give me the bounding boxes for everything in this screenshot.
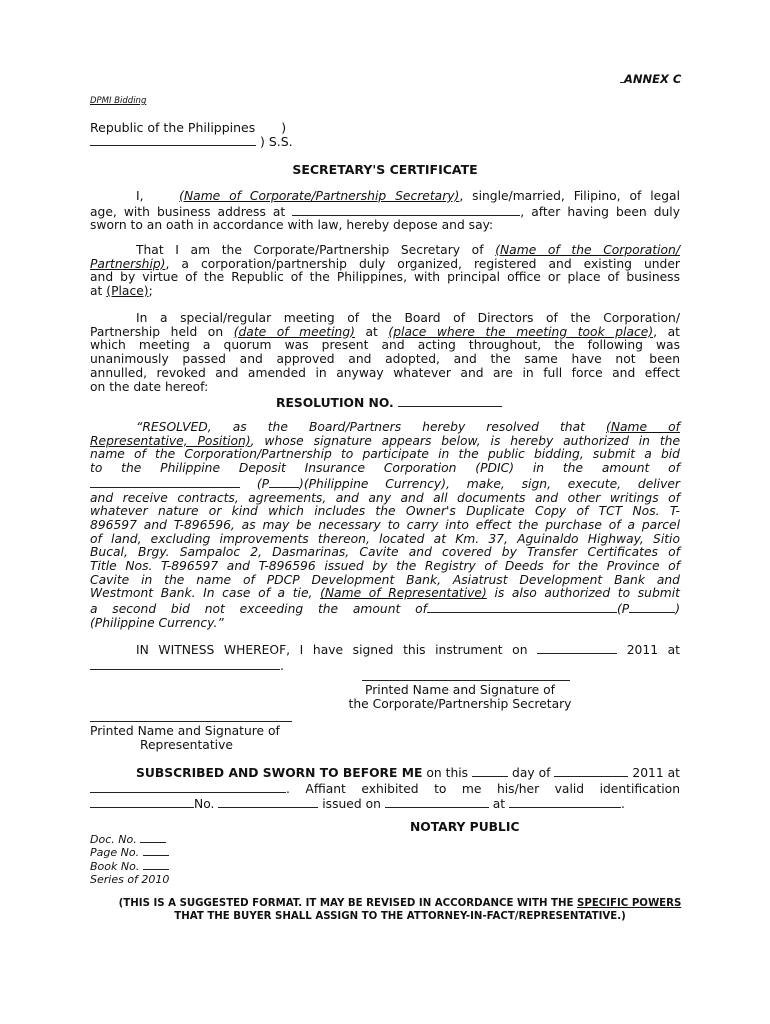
paragraph-witness: IN WITNESS WHEREOF, I have signed this instrument on 2011 at . <box>90 642 680 673</box>
paragraph-affiant: I, (Name of Corporate/Partnership Secretary), single/married, Filipino, of legal age, with business address at , after having been duly sworn to an oath in accordance with law, hereby depose and say: <box>90 189 680 233</box>
resolution-number: RESOLUTION NO. <box>276 395 502 410</box>
annex-label: ANNEX C <box>620 72 681 86</box>
paragraph-meeting: In a special/regular meeting of the Board of Directors of the Corporation/ Partnership held on (date of meeting) at (place where the meeting took place), at which meeting a quorum was present and acting throughout, the following was unanimously passed and approved and adopted, and the same have not been annulled, revoked and amended in anyway whatever and are in full force and effect on the date hereof: <box>90 311 680 394</box>
footer-note: (THIS IS A SUGGESTED FORMAT. IT MAY BE REVISED IN ACCORDANCE WITH THE SPECIFIC POWERS THAT THE BUYER SHALL ASSIGN TO THE ATTORNEY-IN-FACT/REPRESENTATIVE.) <box>118 898 682 922</box>
certificate-title: SECRETARY'S CERTIFICATE <box>292 162 478 177</box>
venue-republic: Republic of the Philippines ) <box>90 120 287 135</box>
venue-ss: ) S.S. <box>90 134 293 149</box>
notary-public-label: NOTARY PUBLIC <box>410 820 520 834</box>
paragraph-secretary: That I am the Corporate/Partnership Secretary of (Name of the Corporation/ Partnership), a corporation/partnership duly organized, registered and existing under and by virtue of the Republic of the Philippines, with principal office or place of business at (Place); <box>90 243 680 299</box>
paragraph-resolution: “RESOLVED, as the Board/Partners hereby resolved that (Name of Representative, Position), whose signature appears below, is hereby authorized in the name of the Corporation/Partnership to participate in the public bidding, submit a bid to the Philippine Deposit Insurance Corporation (PDIC) in the amount of (P )(Philippine Currency), make, sign, execute, deliver and receive contracts, agreements, and any and all documents and other writings of whatever nature or kind which includes the Owner's Duplicate Copy of TCT Nos. T- 896597 and T-896596, as may be necessary to carry into effect the purchase of a parcel of land, excluding improvements thereon, located at Km. 37, Aguinaldo Highway, Sitio Bucal, Brgy. Sampaloc 2, Dasmarinas, Cavite and covered by Transfer Certificates of Title Nos. T-896597 and T-896596 issued by the Registry of Deeds for the Province of Cavite in the name of PDCP Development Bank, Asiatrust Development Bank and Westmont Bank. In case of a tie, (Name of Representative) is also authorized to submit a second bid not exceeding the amount of (P ) (Philippine Currency.” <box>90 420 681 630</box>
paragraph-sworn: SUBSCRIBED AND SWORN TO BEFORE ME on this day of 2011 at . Affiant exhibited to me his/her valid identification No. issued on at . <box>90 765 680 812</box>
secretary-signature-caption: Printed Name and Signature of the Corporate/Partnership Secretary <box>348 683 572 711</box>
doc-references: Doc. No. Page No. Book No. Series of 2010 <box>90 833 170 886</box>
dpmi-bidding-label: DPMI Bidding <box>90 96 147 106</box>
secretary-signature-line <box>362 680 570 681</box>
representative-signature-line <box>90 721 292 722</box>
representative-signature-caption: Printed Name and Signature of Representative <box>90 724 280 752</box>
